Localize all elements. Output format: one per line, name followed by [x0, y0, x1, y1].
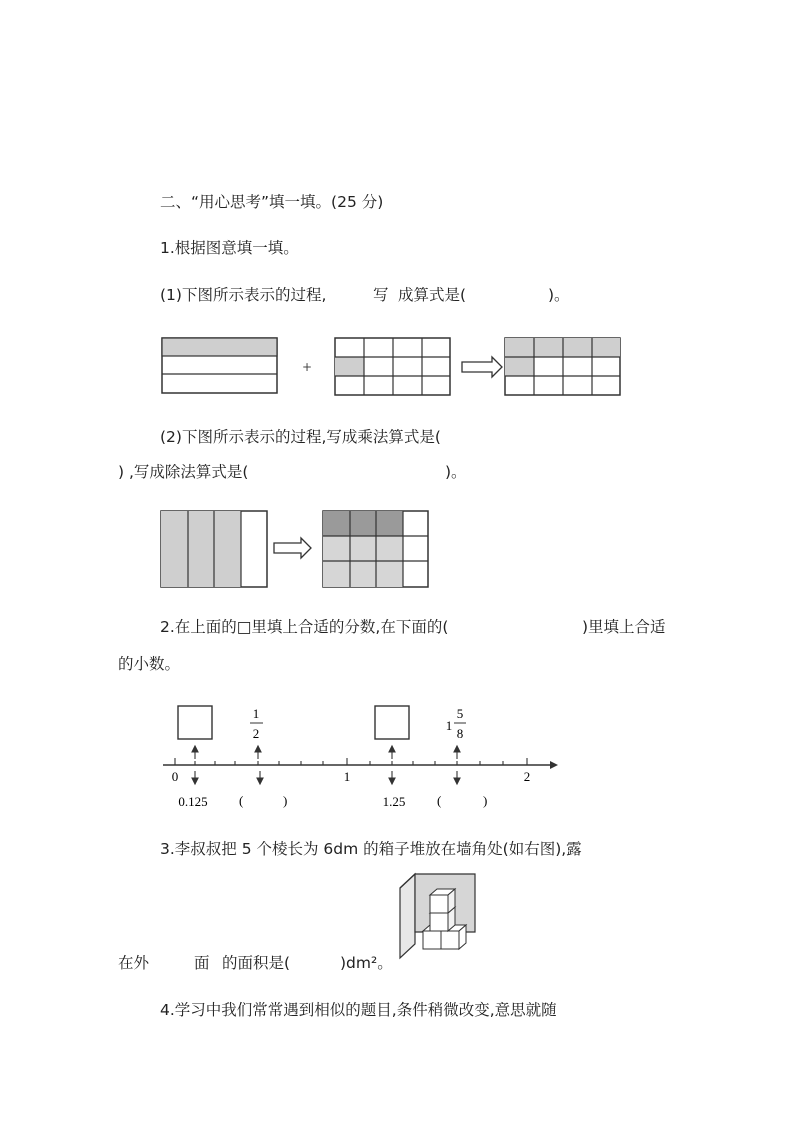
q1-part2-line1: (2)下图所示表示的过程,写成乘法算式是( [160, 428, 441, 446]
axis-ticks [175, 758, 527, 765]
paren-open-1: ( [239, 793, 244, 808]
paren-close-2: ) [483, 793, 488, 808]
q3-line2a: 在外 [118, 954, 150, 972]
decimal-0125: 0.125 [178, 794, 208, 809]
q1-part1-post: 成算式是( [398, 286, 467, 304]
up-arrows [192, 746, 460, 759]
hollow-arrow [274, 538, 311, 558]
decimal-125: 1.25 [382, 794, 406, 809]
fraction-bar-thirds [162, 338, 277, 393]
q3-line2c: 的面积是( [222, 954, 291, 972]
paren-open-2: ( [437, 793, 442, 808]
frac-half-den: 2 [252, 726, 260, 741]
mixed-den: 8 [456, 726, 464, 741]
q2-line1a: 2.在上面的□里填上合适的分数,在下面的( [160, 618, 449, 636]
answer-box-1[interactable] [178, 706, 212, 739]
down-arrows [192, 771, 460, 784]
number-line-figure [155, 695, 565, 815]
axis-arrowhead [550, 761, 558, 769]
stacked-boxes-figure [380, 868, 480, 968]
q4-line1: 4.学习中我们常常遇到相似的题目,条件稍微改变,意思就随 [160, 1001, 557, 1019]
q1-figure-multiplication [155, 505, 435, 595]
grid-product [323, 511, 428, 587]
q1-figure-addition [155, 330, 625, 400]
axis-label-0: 0 [171, 769, 179, 784]
paren-close-1: ) [283, 793, 288, 808]
grid-result [505, 338, 620, 395]
axis-label-1: 1 [343, 769, 351, 784]
plus-sign: + [302, 360, 313, 374]
mixed-whole: 1 [445, 718, 453, 733]
frac-half-num: 1 [252, 706, 260, 721]
q2-line2: 的小数。 [118, 655, 181, 673]
q1-part1-close: )。 [548, 286, 570, 304]
section-heading: 二、“用心思考”填一填。(25 分) [160, 193, 384, 211]
q1-part1-mid: 写 [373, 286, 389, 304]
answer-box-2[interactable] [375, 706, 409, 739]
q1-part2-line2a: ) ,写成除法算式是( [118, 463, 249, 481]
q3-line2b: 面 [194, 954, 210, 972]
q2-line1b: )里填上合适 [582, 618, 666, 636]
q1-part1-pre: (1)下图所示表示的过程, [160, 286, 327, 304]
q1-part2-line2b: )。 [445, 463, 467, 481]
grid-twelfths [335, 338, 450, 395]
fraction-bar-quarters [161, 511, 267, 587]
hollow-arrow [462, 357, 502, 377]
q1-title: 1.根据图意填一填。 [160, 239, 299, 257]
q3-line1: 3.李叔叔把 5 个棱长为 6dm 的箱子堆放在墙角处(如右图),露 [160, 840, 582, 858]
axis-label-2: 2 [523, 769, 531, 784]
q3-line2d: )dm²。 [340, 954, 393, 972]
mixed-num: 5 [456, 706, 464, 721]
